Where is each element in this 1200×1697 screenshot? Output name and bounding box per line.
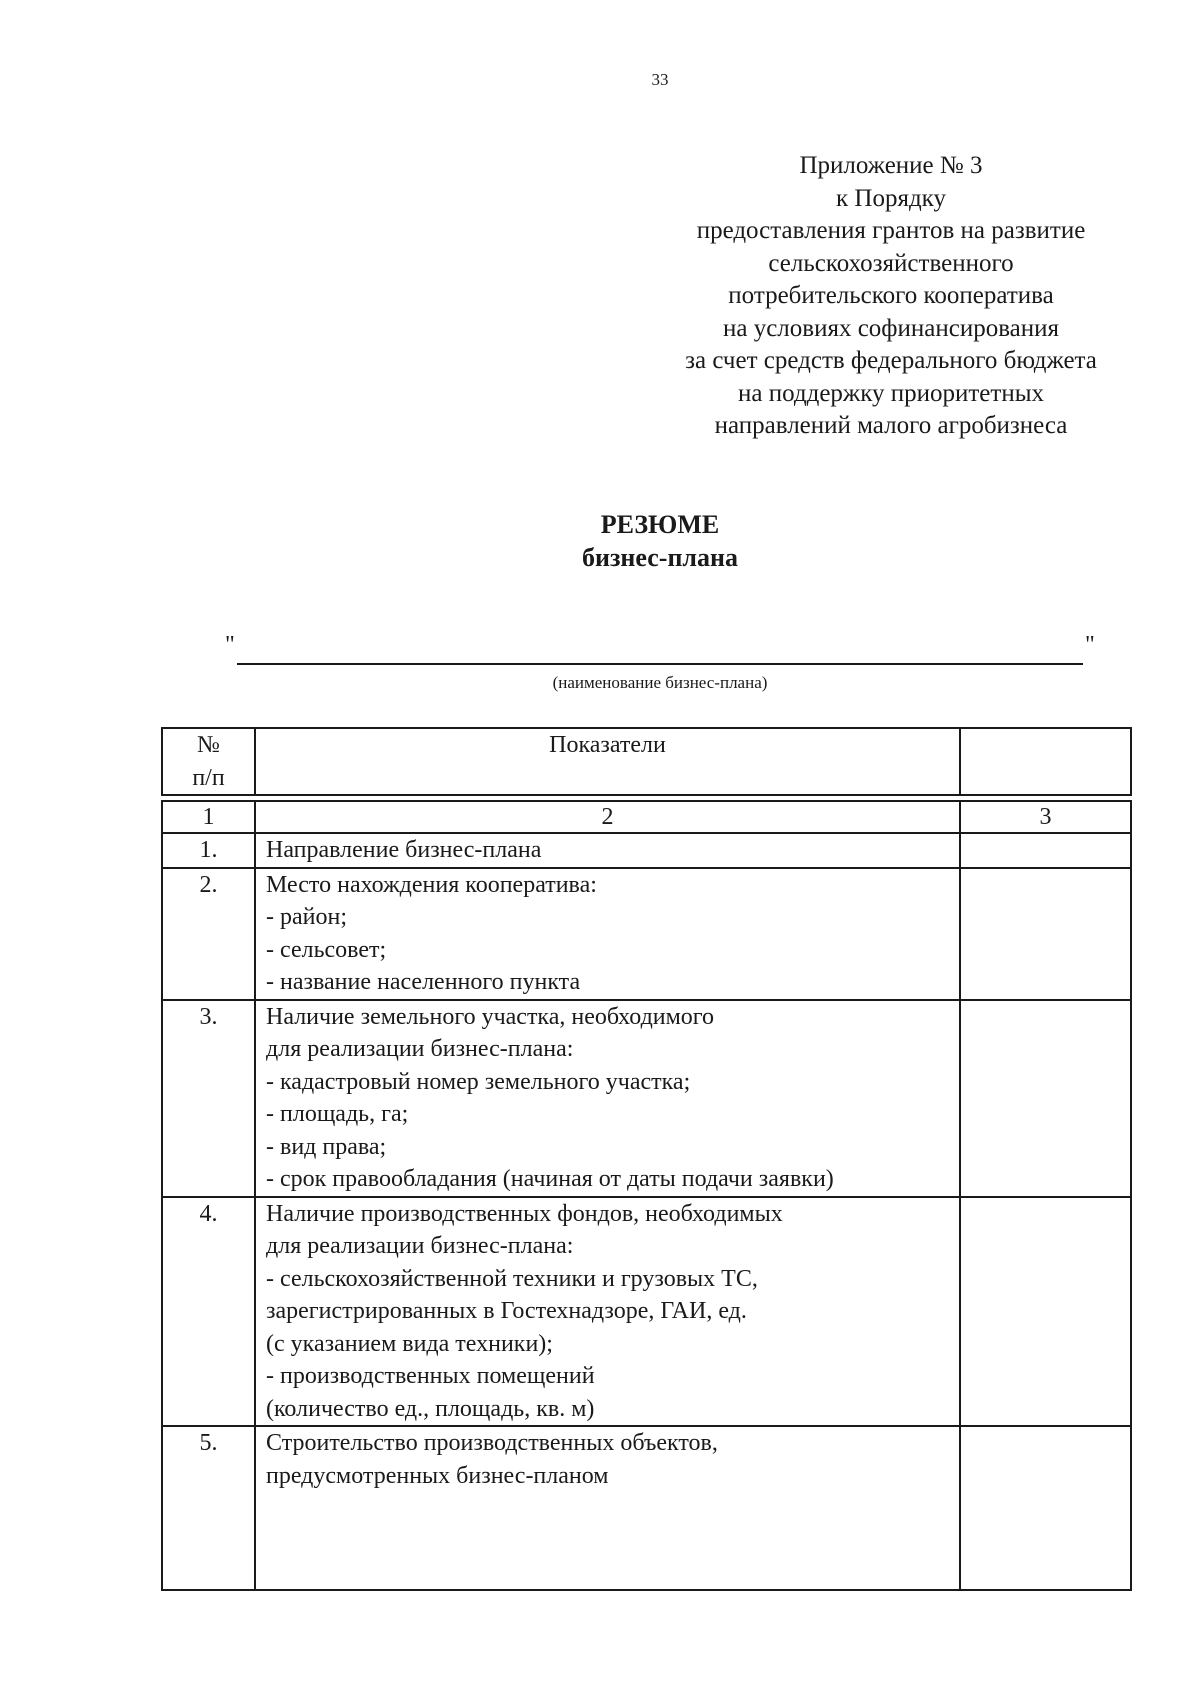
appendix-line: направлений малого агробизнеса — [714, 412, 1068, 439]
plan-name-caption: (наименование бизнес-плана) — [552, 673, 768, 692]
row-number: 2. — [162, 868, 255, 1000]
row-value[interactable] — [960, 1426, 1131, 1590]
header-number-cell: № п/п — [162, 728, 255, 795]
plan-name-underline — [237, 663, 1083, 665]
plan-name-field — [225, 632, 1100, 668]
appendix-line: предоставления грантов на развитие — [696, 217, 1086, 244]
row-indicator: Место нахождения кооператива: - район; - сельсовет; - название населенного пункта — [255, 868, 960, 1000]
index-cell: 3 — [960, 801, 1131, 833]
index-cell: 1 — [162, 801, 255, 833]
row-number: 1. — [162, 833, 255, 868]
table-index-row — [162, 801, 1131, 833]
title-sub: бизнес-плана — [581, 543, 738, 572]
title-main: РЕЗЮМЕ — [600, 510, 720, 539]
row-indicator: Наличие производственных фондов, необходимых для реализации бизнес-плана: - сельскохозяйственной техники и грузовых ТС, зарегистрированных в Гостехнадзоре, ГАИ, ед. (с указанием вида техники); - производственных помещений (количество ед., площадь, кв. м) — [255, 1197, 960, 1427]
row-number: 5. — [162, 1426, 255, 1590]
page-number: 33 — [651, 70, 669, 89]
appendix-line: сельскохозяйственного — [768, 249, 1014, 277]
row-indicator: Строительство производственных объектов, предусмотренных бизнес-планом — [255, 1426, 960, 1590]
header-value-cell — [960, 728, 1131, 795]
row-value[interactable] — [960, 1000, 1131, 1197]
row-number: 4. — [162, 1197, 255, 1427]
row-value[interactable] — [960, 868, 1131, 1000]
table-row — [162, 1000, 1131, 1197]
appendix-line: потребительского кооператива — [728, 282, 1054, 309]
appendix-line: к Порядку — [836, 184, 946, 212]
row-indicator: Наличие земельного участка, необходимого для реализации бизнес-плана: - кадастровый номер земельного участка; - площадь, га; - вид права; - срок правообладания (начиная от даты подачи заявки) — [255, 1000, 960, 1197]
document-title — [0, 508, 1200, 574]
header-indicators-cell: Показатели — [255, 728, 960, 795]
appendix-line: на поддержку приоритетных — [738, 379, 1044, 407]
table-row — [162, 868, 1131, 1000]
appendix-line: Приложение № 3 — [799, 152, 983, 179]
open-quote: " — [225, 632, 235, 658]
close-quote: " — [1085, 632, 1095, 658]
index-cell: 2 — [255, 801, 960, 833]
table-row — [162, 833, 1131, 868]
table-header-row — [162, 728, 1131, 795]
table-row — [162, 1197, 1131, 1427]
table-row — [162, 1426, 1131, 1590]
row-value[interactable] — [960, 1197, 1131, 1427]
appendix-header — [600, 150, 1182, 443]
row-indicator: Направление бизнес-плана — [255, 833, 960, 868]
row-number: 3. — [162, 1000, 255, 1197]
appendix-line: за счет средств федерального бюджета — [685, 347, 1097, 374]
row-value[interactable] — [960, 833, 1131, 868]
summary-table — [161, 727, 1132, 1591]
appendix-line: на условиях софинансирования — [722, 314, 1060, 342]
